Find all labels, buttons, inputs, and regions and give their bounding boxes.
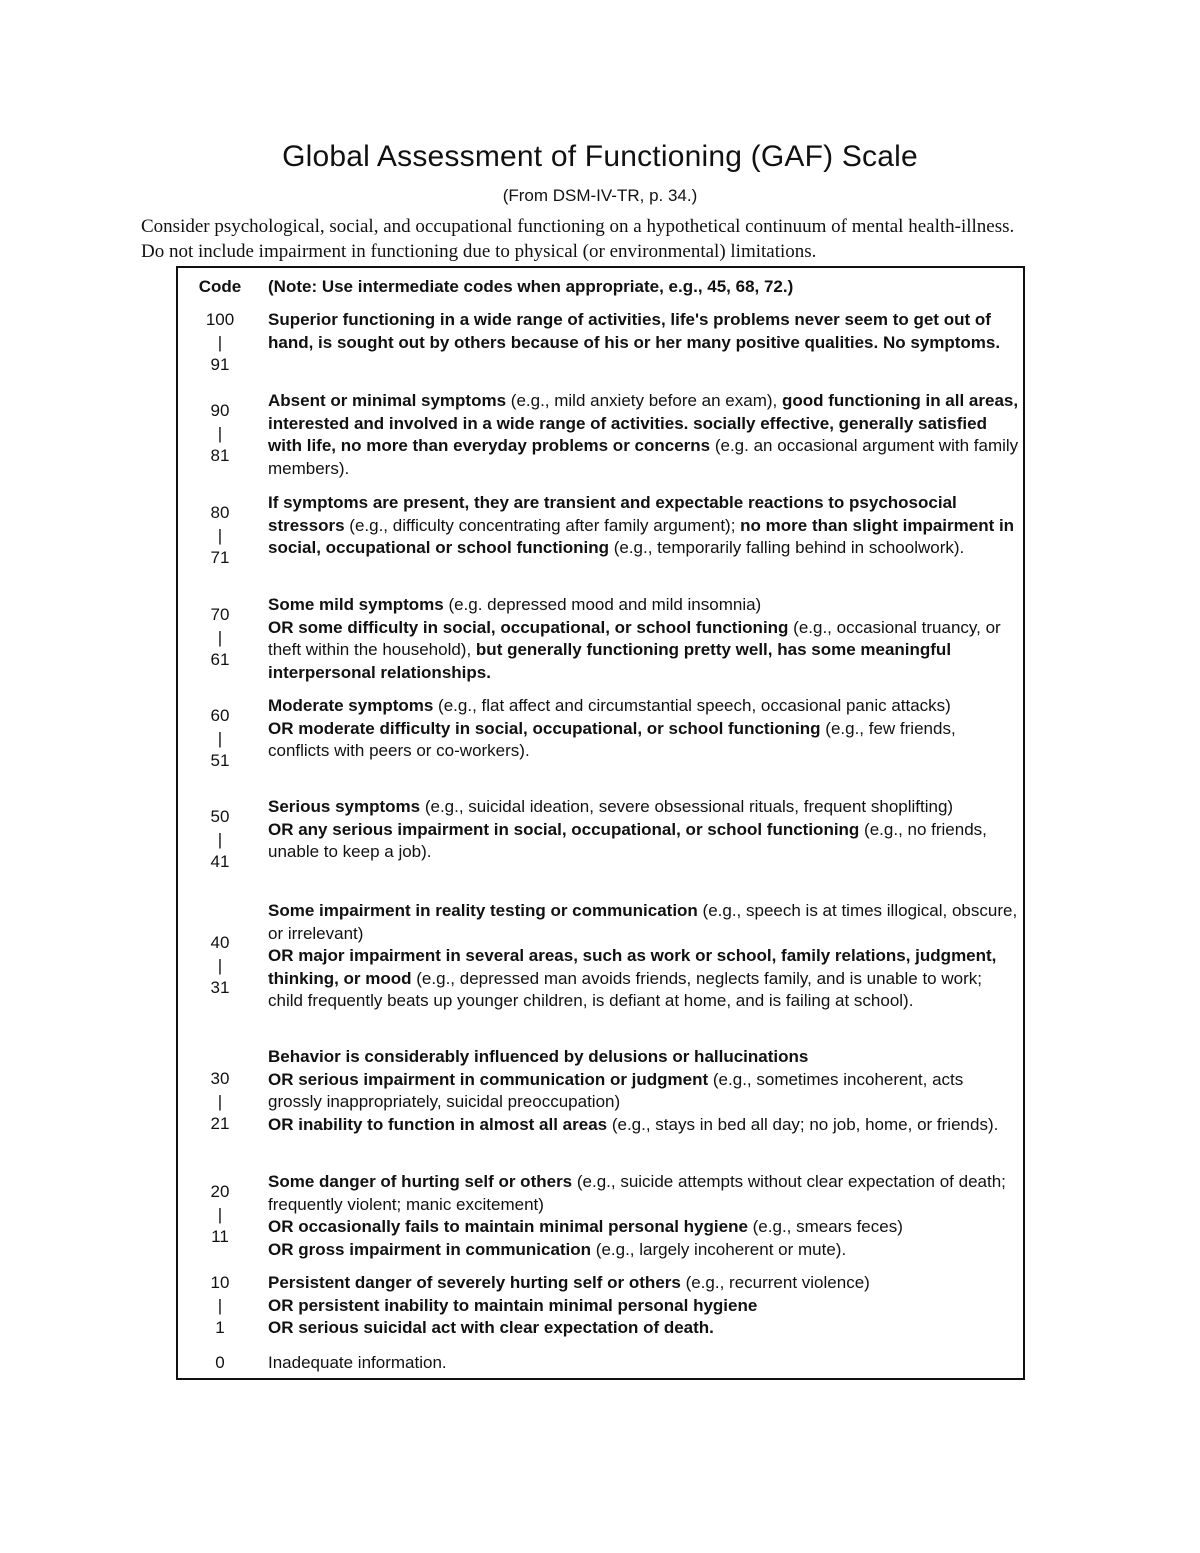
code-range: 20 | 11 [210, 1182, 230, 1247]
page-title: Global Assessment of Functioning (GAF) Scale [282, 140, 918, 173]
row-description: Moderate symptoms (e.g., flat affect and circumstantial speech, occasional panic attacks) OR moderate difficulty in social, occupational, or school functioning (e.g., few friends, conflicts with peers or co-workers). [268, 696, 956, 761]
code-range: 80 | 71 [210, 503, 230, 568]
code-range: 60 | 51 [210, 706, 230, 771]
code-range: 30 | 21 [210, 1069, 230, 1134]
gaf-table [176, 266, 1025, 1380]
row-description: Some impairment in reality testing or communication (e.g., speech is at times illogical, obscure, or irrelevant) OR major impairment in several areas, such as work or school, family relations, judgment, thinking, or mood (e.g., depressed man avoids friends, neglects family, and is unable to work; child frequently beats up younger children, is defiant at home, and is failing at school). [268, 901, 1018, 1011]
code-column-header: Code [198, 277, 242, 296]
intro-paragraph: Consider psychological, social, and occupational functioning on a hypothetical continuum of mental health-illness. Do not include impairment in functioning due to physical (or environmental) limitations. [141, 216, 1015, 262]
row-description: Absent or minimal symptoms (e.g., mild anxiety before an exam), good functioning in all areas, interested and involved in a wide range of activities. socially effective, generally satisfied with life, no more than everyday problems or concerns (e.g. an occasional argument with family members). [268, 391, 1019, 478]
row-description: Superior functioning in a wide range of activities, life's problems never seem to get out of hand, is sought out by others because of his or her many positive qualities. No symptoms. [268, 310, 1001, 352]
code-range: 10 | 1 [210, 1273, 230, 1338]
row-description: Persistent danger of severely hurting self or others (e.g., recurrent violence) OR persistent inability to maintain minimal personal hygiene OR serious suicidal act with clear expectation of death. [268, 1273, 870, 1338]
code-range: 50 | 41 [210, 807, 230, 872]
code-range: 0 [215, 1353, 225, 1372]
row-description: Behavior is considerably influenced by delusions or hallucinations OR serious impairment in communication or judgment (e.g., sometimes incoherent, acts grossly inappropriately, suicidal preoccupation) OR inability to function in almost all areas (e.g., stays in bed all day; no job, home, or friends). [268, 1047, 999, 1134]
code-range: 70 | 61 [210, 605, 230, 670]
note-header: (Note: Use intermediate codes when appropriate, e.g., 45, 68, 72.) [268, 277, 794, 296]
row-description: Some danger of hurting self or others (e.g., suicide attempts without clear expectation of death; frequently violent; manic excitement) OR occasionally fails to maintain minimal personal hygiene (e.g., smears feces) OR gross impairment in communication (e.g., largely incoherent or mute). [268, 1172, 1006, 1259]
row-description: If symptoms are present, they are transient and expectable reactions to psychosocial stressors (e.g., difficulty concentrating after family argument); no more than slight impairment in social, occupational or school functioning (e.g., temporarily falling behind in schoolwork). [268, 493, 1015, 558]
code-range: 100 | 91 [205, 310, 235, 375]
row-description: Serious symptoms (e.g., suicidal ideation, severe obsessional rituals, frequent shoplifting) OR any serious impairment in social, occupational, or school functioning (e.g., no friends, unable to keep a job). [268, 797, 987, 862]
code-range: 40 | 31 [210, 933, 230, 998]
code-range: 90 | 81 [210, 401, 230, 466]
source-citation: (From DSM-IV-TR, p. 34.) [502, 186, 698, 205]
row-description: Inadequate information. [268, 1353, 447, 1372]
row-description: Some mild symptoms (e.g. depressed mood and mild insomnia) OR some difficulty in social, occupational, or school functioning (e.g., occasional truancy, or theft within the household), but generally functioning pretty well, has some meaningful interpersonal relationships. [268, 595, 1001, 682]
